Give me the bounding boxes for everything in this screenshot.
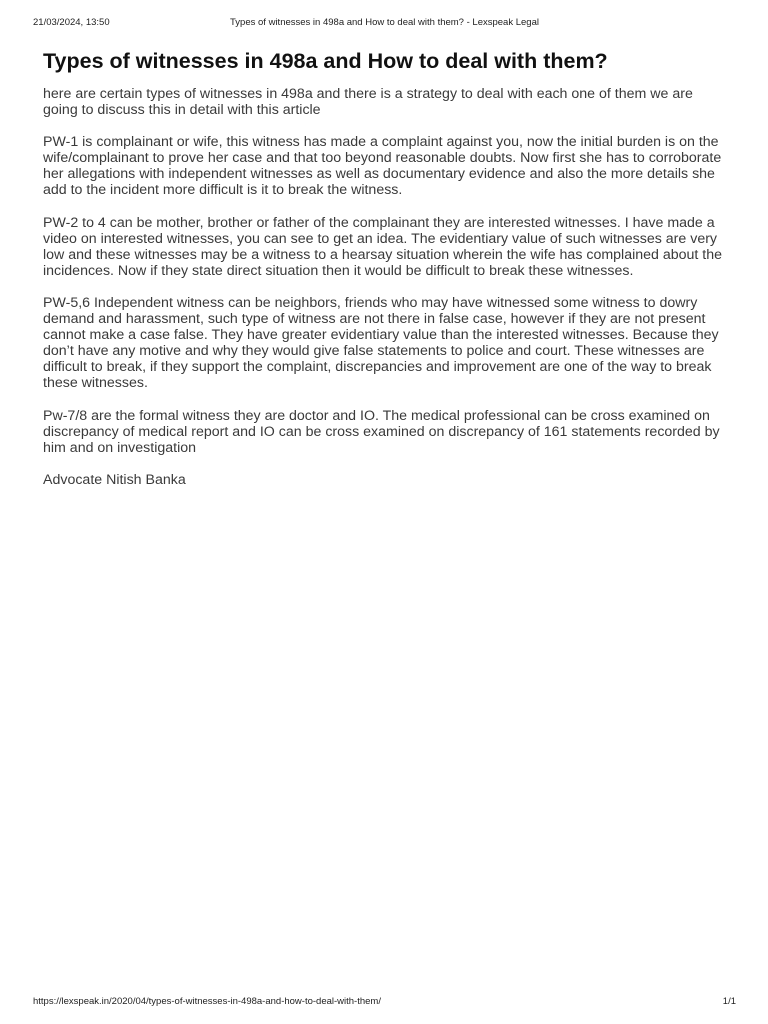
print-url: https://lexspeak.in/2020/04/types-of-witnesses-in-498a-and-how-to-deal-with-them/ xyxy=(33,996,381,1007)
article-paragraph-pw1: PW-1 is complainant or wife, this witness has made a complaint against you, now the initial burden is on the wife/complainant to prove her case and that too beyond reasonable doubts. Now first she has to corroborate her allegations with independent witnesses as well as documentary evidence and also the more details she add to the incident more difficult is it to break the witness. xyxy=(43,134,722,199)
article-author: Advocate Nitish Banka xyxy=(43,471,186,488)
article-paragraph-intro: here are certain types of witnesses in 498a and there is a strategy to deal with each one of them we are going to discuss this in detail with this article xyxy=(43,86,693,119)
article-paragraph-pw7-8: Pw-7/8 are the formal witness they are doctor and IO. The medical professional can be cross examined on discrepancy of medical report and IO can be cross examined on discrepancy of 161 statements recorded by him and on investigation xyxy=(43,407,720,456)
article-paragraph-pw2-4: PW-2 to 4 can be mother, brother or father of the complainant they are interested witnesses. I have made a video on interested witnesses, you can see to get an idea. The evidentiary value of such witnesses are very low and these witnesses may be a witness to a hearsay situation wherein the wife has complained about the incidences. Now if they state direct situation then it would be difficult to break these witnesses. xyxy=(43,214,723,279)
article-title: Types of witnesses in 498a and How to deal with them? xyxy=(43,49,608,73)
print-page-number: 1/1 xyxy=(722,996,736,1007)
print-footer xyxy=(33,996,736,1010)
article-content xyxy=(43,48,728,504)
article-paragraph-pw5-6: PW-5,6 Independent witness can be neighbors, friends who may have witnessed some witness to dowry demand and harassment, such type of witness are not there in false case, however if they are not present cannot make a case false. They have greater evidentiary value than the interested witnesses. Because they don’t have any motive and why they would give false statements to police and court. These witnesses are difficult to break, if they support the complaint, discrepancies and improvement are one of the way to break these witnesses. xyxy=(43,294,719,392)
print-date: 21/03/2024, 13:50 xyxy=(33,17,110,28)
print-header xyxy=(33,17,736,31)
print-doc-title: Types of witnesses in 498a and How to deal with them? - Lexspeak Legal xyxy=(230,17,539,28)
